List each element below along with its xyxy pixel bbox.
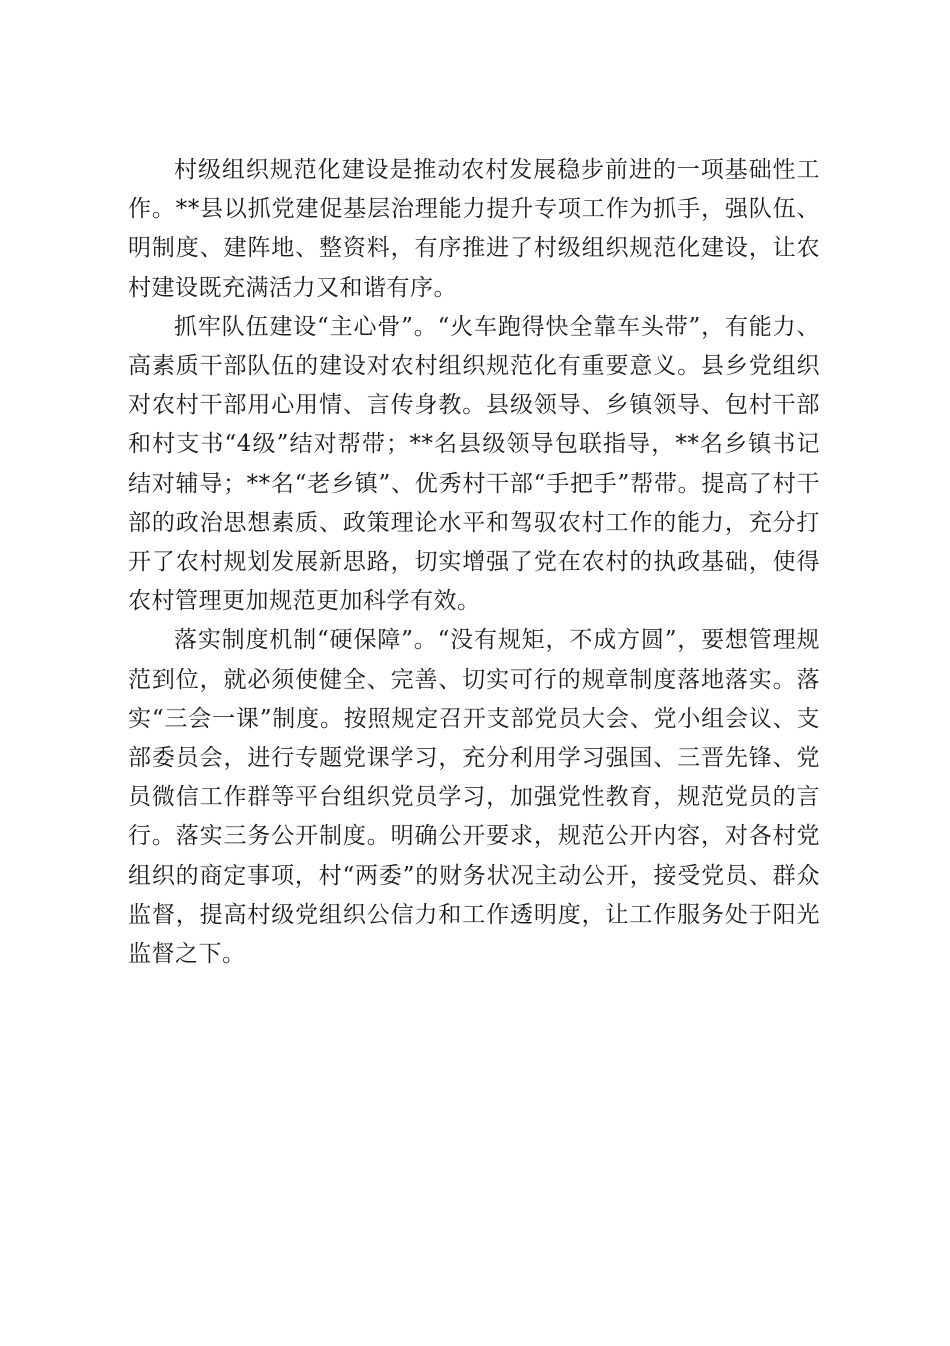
paragraph-intro: 村级组织规范化建设是推动农村发展稳步前进的一项基础性工作。**县以抓党建促基层治理能力提升专项工作为抓手，强队伍、明制度、建阵地、整资料，有序推进了村级组织规范化建设，让农村建设既充满活力又和谐有序。 — [128, 157, 820, 301]
paragraph-team-building: 抓牢队伍建设“主心骨”。“火车跑得快全靠车头带”，有能力、高素质干部队伍的建设对农村组织规范化有重要意义。县乡党组织对农村干部用心用情、言传身教。县级领导、乡镇领导、包村干部和村支书“4级”结对帮带；**名县级领导包联指导，**名乡镇书记结对辅导；**名“老乡镇”、优秀村干部“手把手”帮带。提高了村干部的政治思想素质、政策理论水平和驾驭农村工作的能力，充分打开了农村规划发展新思路，切实增强了党在农村的执政基础，使得农村管理更加规范更加科学有效。 — [128, 313, 820, 615]
paragraph-system-mechanism: 落实制度机制“硬保障”。“没有规矩，不成方圆”，要想管理规范到位，就必须使健全、完善、切实可行的规章制度落地落实。落实“三会一课”制度。按照规定召开支部党员大会、党小组会议、支部委员会，进行专题党课学习，充分利用学习强国、三晋先锋、党员微信工作群等平台组织党员学习，加强党性教育，规范党员的言行。落实三务公开制度。明确公开要求，规范公开内容，对各村党组织的商定事项，村“两委”的财务状况主动公开，接受党员、群众监督，提高村级党组织公信力和工作透明度，让工作服务处于阳光监督之下。 — [128, 627, 820, 968]
document-body — [128, 151, 820, 974]
